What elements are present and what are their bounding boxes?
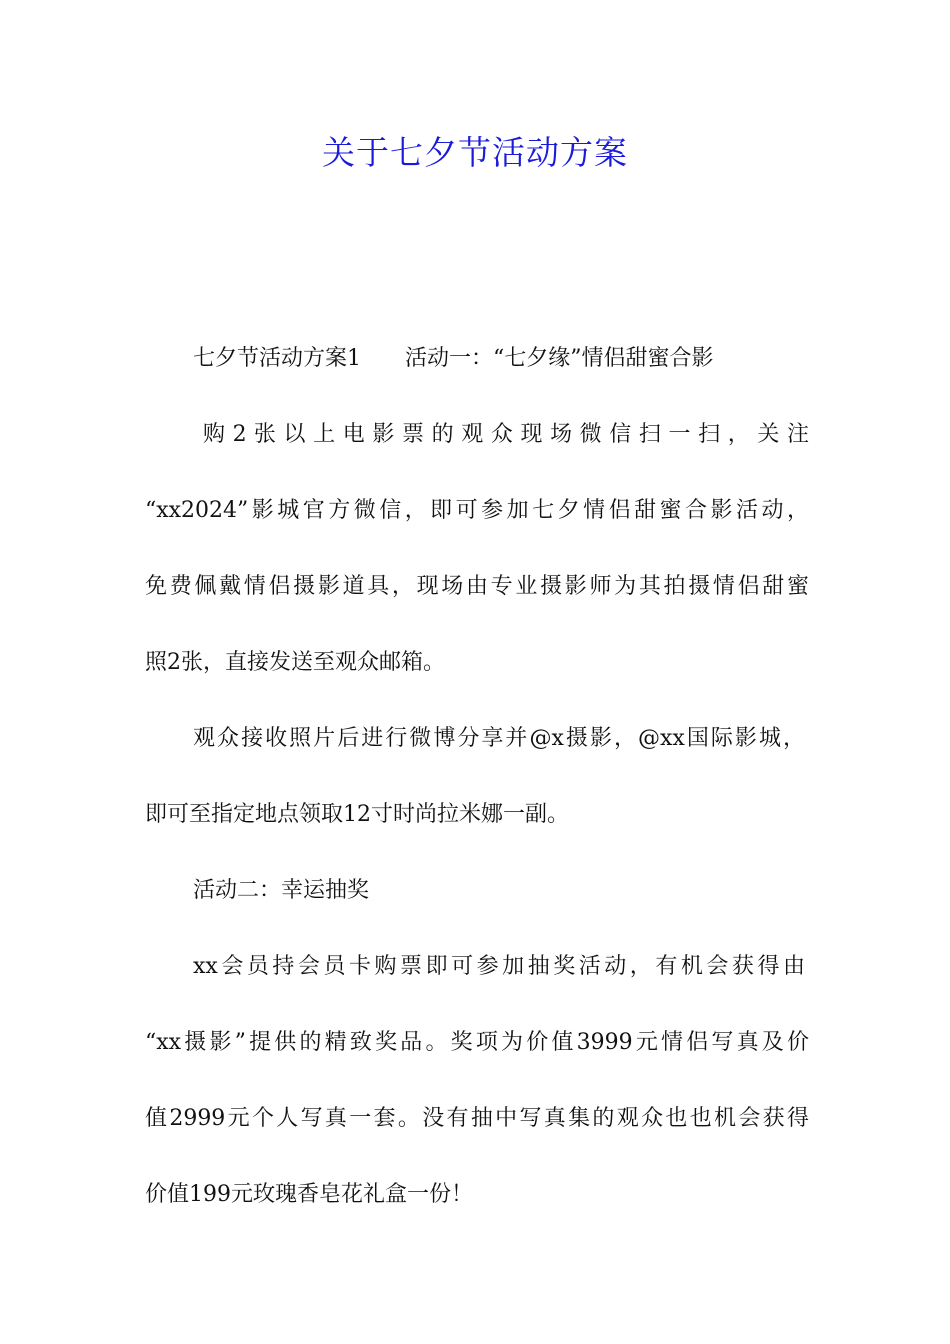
- paragraph-line: 观众接收照片后进行微博分享并@x摄影，@xx国际影城，: [193, 726, 805, 751]
- paragraph-line: 值2999元个人写真一套。没有抽中写真集的观众也也机会获得: [145, 1106, 809, 1131]
- paragraph-line: 七夕节活动方案1 活动一：“七夕缘”情侣甜蜜合影: [193, 346, 714, 371]
- paragraph-line: 价值199元玫瑰香皂花礼盒一份！: [145, 1182, 473, 1207]
- paragraph-line: “xx2024”影城官方微信，即可参加七夕情侣甜蜜合影活动，: [145, 498, 809, 523]
- paragraph-line: 即可至指定地点领取12寸时尚拉米娜一副。: [145, 802, 569, 827]
- paragraph-line: 活动二：幸运抽奖: [193, 878, 370, 903]
- paragraph-line: 免费佩戴情侣摄影道具，现场由专业摄影师为其拍摄情侣甜蜜: [145, 574, 809, 599]
- document-title: 关于七夕节活动方案: [322, 133, 628, 172]
- paragraph-line: 购 2 张 以 上 电 影 票 的 观 众 现 场 微 信 扫 一 扫 ， 关 注: [203, 422, 809, 447]
- paragraph-line: 照2张，直接发送至观众邮箱。: [145, 650, 445, 675]
- paragraph-line: xx会员持会员卡购票即可参加抽奖活动，有机会获得由: [193, 954, 805, 979]
- paragraph-line: “xx摄影”提供的精致奖品。奖项为价值3999元情侣写真及价: [145, 1030, 809, 1055]
- document-body: [145, 344, 809, 1207]
